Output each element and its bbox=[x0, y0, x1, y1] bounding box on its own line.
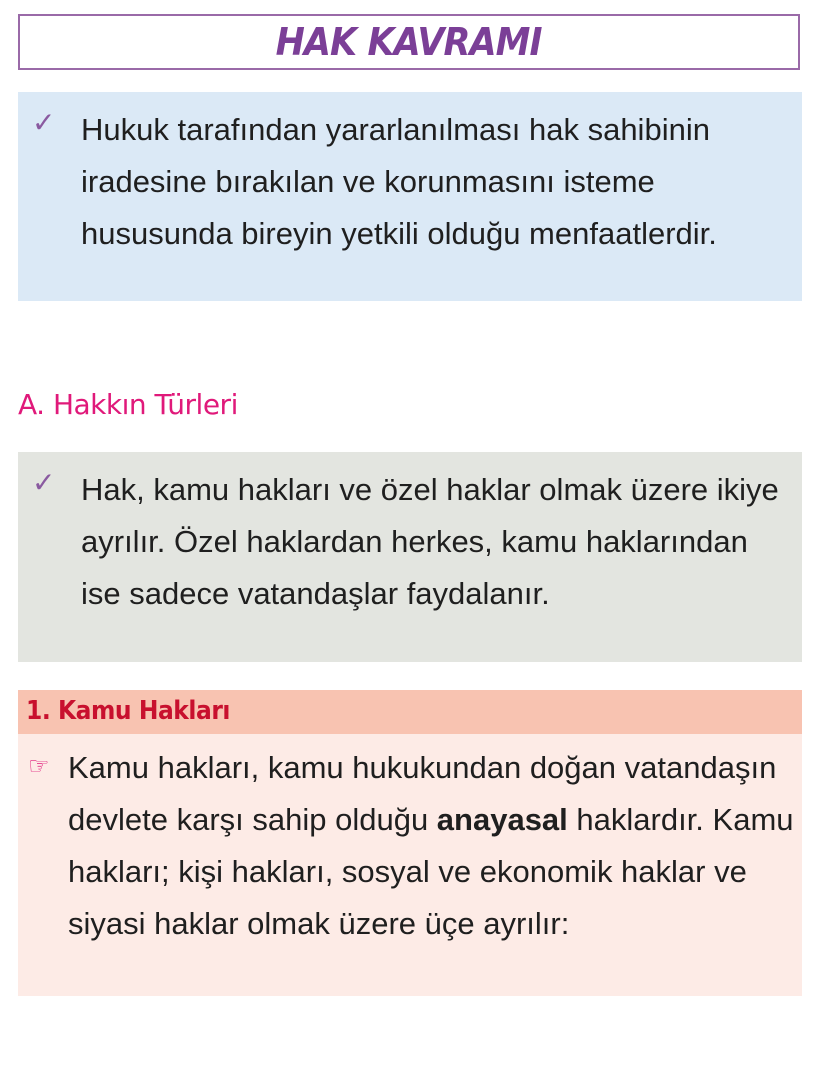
kamu-haklari-panel bbox=[18, 690, 802, 996]
page-title: HAK KAVRAMI bbox=[275, 20, 543, 64]
section-a-heading: A. Hakkın Türleri bbox=[18, 388, 238, 421]
kamu-haklari-heading: 1. Kamu Hakları bbox=[26, 696, 230, 726]
pointing-hand-icon: ☞ bbox=[28, 752, 50, 780]
kamu-text-bold: anayasal bbox=[436, 802, 568, 837]
title-box bbox=[18, 14, 800, 70]
checkmark-icon: ✓ bbox=[32, 466, 56, 499]
kamu-haklari-header bbox=[18, 690, 802, 734]
kamu-text-part-2: haklardır. Kamu hakları; kişi hakları, sosyal ve ekonomik haklar ve siyasi haklar olmak üzere üçe ayrılır: bbox=[68, 802, 794, 941]
kamu-haklari-text bbox=[68, 742, 796, 950]
types-text: Hak, kamu hakları ve özel haklar olmak üzere ikiye ayrılır. Özel haklardan herkes, kamu haklarından ise sadece vatandaşlar faydalanır. bbox=[81, 472, 779, 611]
kamu-text-part-1: Kamu hakları, kamu hukukundan doğan vatandaşın devlete karşı sahip olduğu bbox=[68, 750, 777, 837]
types-panel bbox=[18, 452, 802, 662]
definition-text: Hukuk tarafından yararlanılması hak sahibinin iradesine bırakılan ve korunmasını isteme hususunda bireyin yetkili olduğu menfaatlerdir. bbox=[81, 112, 717, 251]
definition-panel bbox=[18, 92, 802, 301]
checkmark-icon: ✓ bbox=[32, 106, 56, 139]
